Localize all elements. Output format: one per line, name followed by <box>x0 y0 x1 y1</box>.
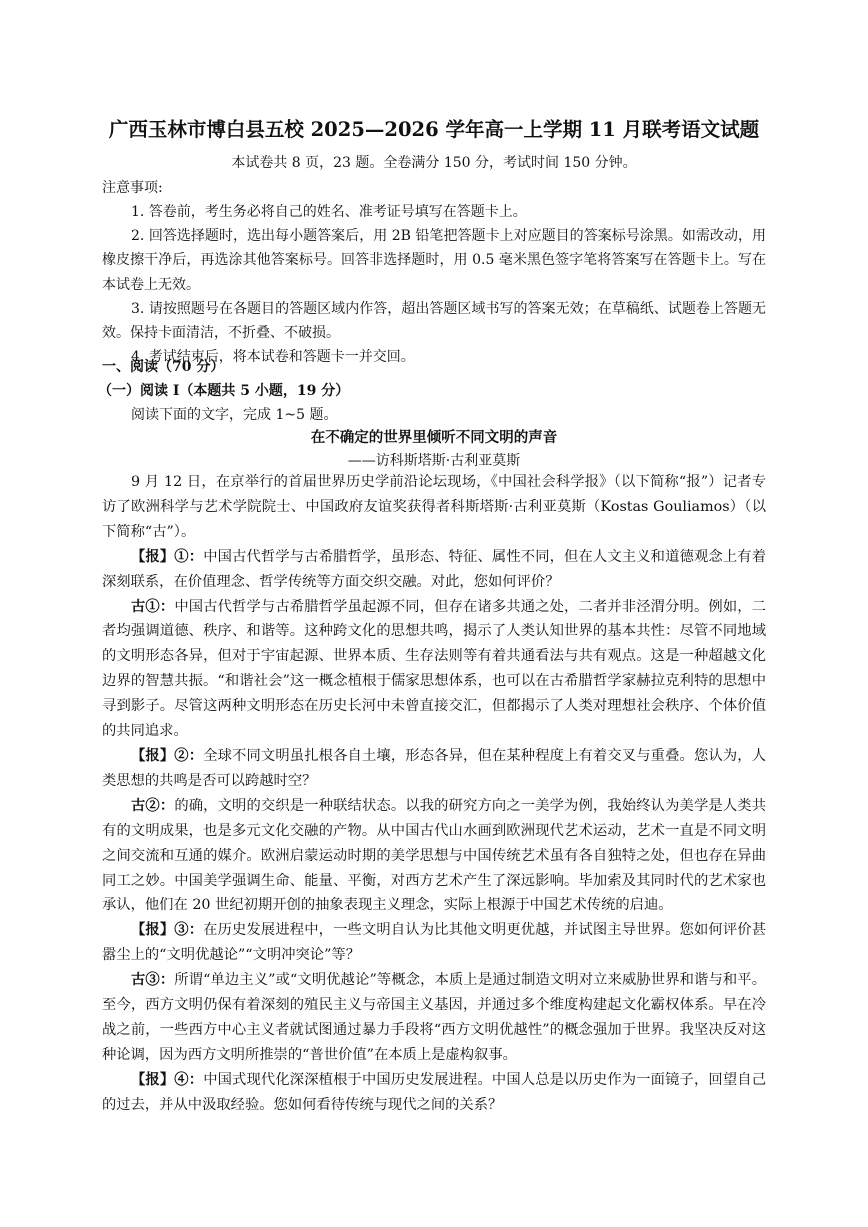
section-heading: 一、阅读（70 分） <box>102 359 225 375</box>
article-title: 在不确定的世界里倾听不同文明的声音 <box>310 429 558 446</box>
instruction: 阅读下面的文字，完成 1~5 题。 <box>131 407 338 424</box>
note-item: 3. 请按照题号在各题目的答题区域内作答，超出答题区域书写的答案无效；在草稿纸、试题卷上答题无效。保持卡面清洁，不折叠、不破损。 <box>102 300 766 342</box>
sub-heading: （一）阅读 I（本题共 5 小题，19 分） <box>98 383 350 400</box>
article-paragraph <box>102 918 766 968</box>
note-item: 2. 回答选择题时，选出每小题答案后，用 2B 铅笔把答题卡上对应题目的答案标号涂黑。如需改动，用橡皮擦干净后，再选涂其他答案标号。回答非选择题时，用 0.5 毫米黑色签字笔将答案写在答题卡上。写在本试卷上无效。 <box>102 228 766 293</box>
article-intro: 9 月 12 日，在京举行的首届世界历史学前沿论坛现场，《中国社会科学报》（以下简称“报”）记者专访了欧洲科学与艺术学院院士、中国政府友谊奖获得者科斯塔斯·古利亚莫斯（Kostas Gouliamos）（以下简称“古”）。 <box>102 474 766 540</box>
notes-heading: 注意事项: <box>102 180 163 196</box>
speaker-label: 古①： <box>131 598 175 615</box>
article-paragraph <box>102 595 766 744</box>
speaker-label: 【报】④： <box>131 1071 204 1088</box>
speaker-label: 古②： <box>131 797 175 814</box>
notes-list <box>102 200 766 369</box>
section-block <box>98 355 770 428</box>
paragraph-text: 全球不同文明虽扎根各自土壤，形态各异，但在某种程度上有着交叉与重叠。您认为，人类思想的共鸣是否可以跨越时空？ <box>102 747 767 789</box>
note-item: 1. 答卷前，考生务必将自己的姓名、准考证号填写在答题卡上。 <box>131 204 527 220</box>
article-byline: ——访科斯塔斯·古利亚莫斯 <box>347 453 521 469</box>
article-paragraph <box>102 545 766 595</box>
paragraph-text: 的确，文明的交织是一种联结状态。以我的研究方向之一美学为例，我始终认为美学是人类共有的文明成果，也是多元文化交融的产物。从中国古代山水画到欧洲现代艺术运动，艺术一直是不同文明之间交流和互通的媒介。欧洲启蒙运动时期的美学思想与中国传统艺术虽有各自独特之处，但也存在异曲同工之妙。中国美学强调生命、能量、平衡，对西方艺术产生了深远影响。毕加索及其同时代的艺术家也承认，他们在 20 世纪初期开创的抽象表现主义理念，实际上根源于中国艺术传统的启迪。 <box>102 797 767 914</box>
paragraph-text: 在历史发展进程中，一些文明自认为比其他文明更优越，并试图主导世界。您如何评价甚嚣尘上的“文明优越论”“文明冲突论”等？ <box>102 922 767 964</box>
paragraph-text: 所谓“单边主义”或“文明优越论”等概念，本质上是通过制造文明对立来威胁世界和谐与和平。至今，西方文明仍保有着深刻的殖民主义与帝国主义基因，并通过多个维度构建起文化霸权体系。早在冷战之前，一些西方中心主义者就试图通过暴力手段将“西方文明优越性”的概念强加于世界。我坚决反对这种论调，因为西方文明所推崇的“普世价值”在本质上是虚构叙事。 <box>102 972 767 1063</box>
exam-info: 本试卷共 8 页，23 题。全卷满分 150 分，考试时间 150 分钟。 <box>231 155 637 171</box>
paragraph-text: 中国古代哲学与古希腊哲学虽起源不同，但存在诸多共通之处，二者并非泾渭分明。例如，二者均强调道德、秩序、和谐等。这种跨文化的思想共鸣，揭示了人类认知世界的基本共性：尽管不同地域的文明形态各异，但对于宇宙起源、世界本质、生存法则等有着共通看法与共有观点。这是一种超越文化边界的智慧共振。“和谐社会”这一概念植根于儒家思想体系，也可以在古希腊哲学家赫拉克利特的思想中寻到影子。尽管这两种文明形态在历史长河中未曾直接交汇，但都揭示了人类对理想社会秩序、个体价值的共同追求。 <box>102 598 767 740</box>
speaker-label: 古③： <box>131 972 175 989</box>
paragraph-text: 中国式现代化深深植根于中国历史发展进程。中国人总是以历史作为一面镜子，回望自己的过去，并从中汲取经验。您如何看待传统与现代之间的关系？ <box>102 1071 767 1113</box>
article-body <box>102 470 766 1118</box>
article-paragraph <box>102 744 766 794</box>
article-paragraph <box>102 794 766 919</box>
paragraph-text: 中国古代哲学与古希腊哲学，虽形态、特征、属性不同，但在人文主义和道德观念上有着深刻联系，在价值理念、哲学传统等方面交织交融。对此，您如何评价？ <box>102 548 767 590</box>
speaker-label: 【报】②： <box>131 747 204 764</box>
note-item: 4. 考试结束后，将本试卷和答题卡一并交回。 <box>131 349 415 366</box>
speaker-label: 【报】①： <box>131 548 204 565</box>
article-paragraph <box>102 1068 766 1118</box>
article-paragraph <box>102 968 766 1068</box>
exam-title: 广西玉林市博白县五校 2025—2026 学年高一上学期 11 月联考语文试题 <box>108 118 760 141</box>
speaker-label: 【报】③： <box>131 922 204 939</box>
notes-block <box>102 176 770 200</box>
